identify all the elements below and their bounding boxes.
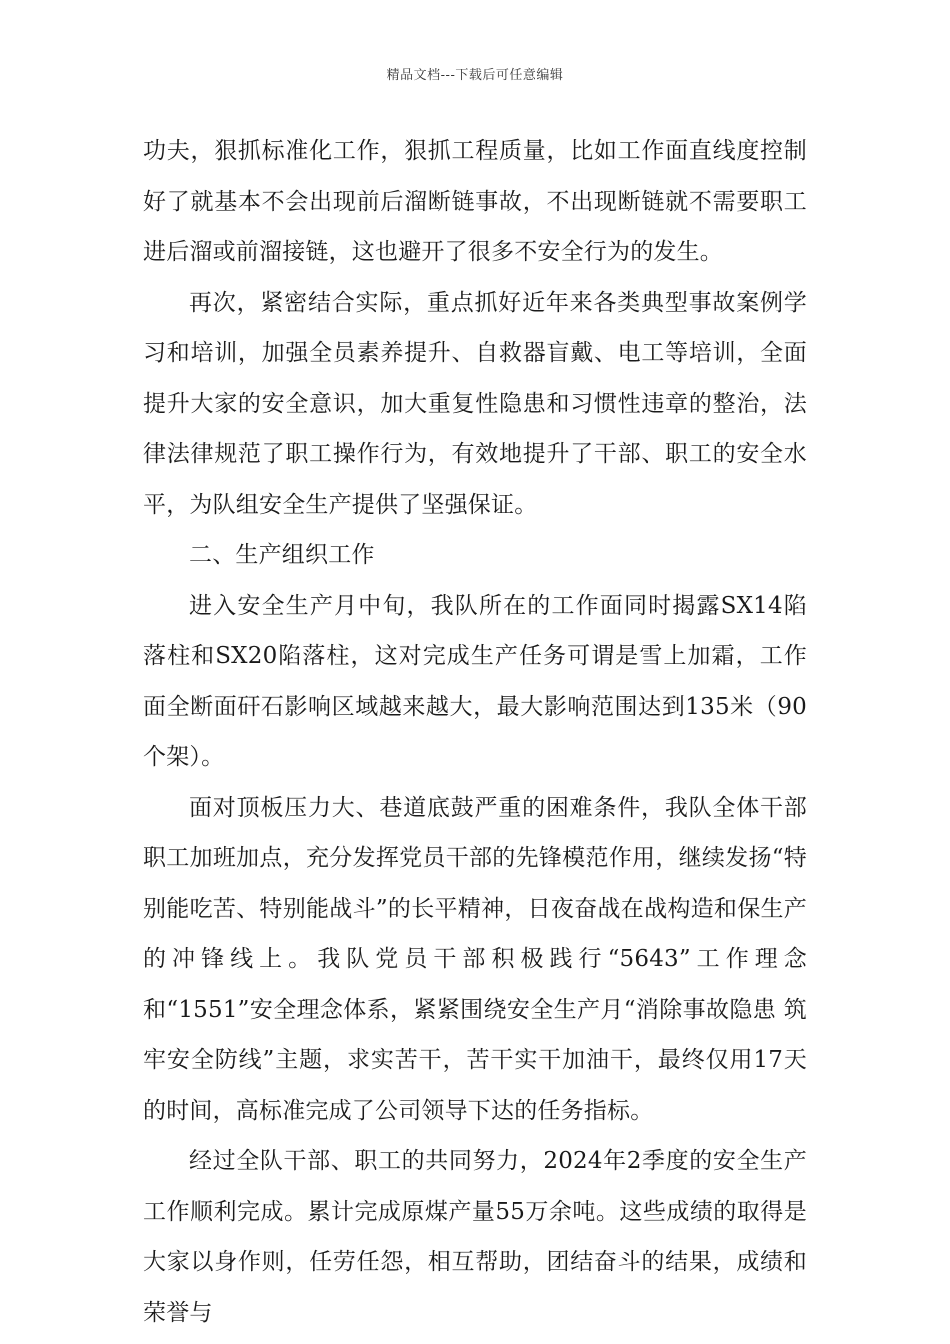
page-header: 精品文档---下载后可任意编辑	[386, 68, 564, 83]
body-paragraph: 面对顶板压力大、巷道底鼓严重的困难条件，我队全体干部职工加班加点，充分发挥党员干部的先锋模范作用，继续发扬“特别能吃苦、特别能战斗”的长平精神，日夜奋战在战构造和保生产的冲锋线上。我队党员干部积极践行“5643”工作理念和“1551”安全理念体系，紧紧围绕安全生产月“消除事故隐患 筑牢安全防线”主题，求实苦干，苦干实干加油干，最终仅用17天的时间，高标准完成了公司领导下达的任务指标。	[143, 794, 807, 1124]
body-paragraph: 再次，紧密结合实际，重点抓好近年来各类典型事故案例学习和培训，加强全员素养提升、自救器盲戴、电工等培训，全面提升大家的安全意识，加大重复性隐患和习惯性违章的整治，法律法律规范了职工操作行为，有效地提升了干部、职工的安全水平，为队组安全生产提供了坚强保证。	[143, 289, 807, 518]
body-paragraph: 进入安全生产月中旬，我队所在的工作面同时揭露SX14陷落柱和SX20陷落柱，这对完成生产任务可谓是雪上加霜，工作面全断面矸石影响区域越来越大，最大影响范围达到135米（90个架）。	[143, 592, 807, 770]
document-body	[143, 126, 807, 1338]
section-heading: 二、生产组织工作	[189, 542, 375, 568]
body-paragraph: 经过全队干部、职工的共同努力，2024年2季度的安全生产工作顺利完成。累计完成原煤产量55万余吨。这些成绩的取得是大家以身作则，任劳任怨，相互帮助，团结奋斗的结果，成绩和荣誉与	[143, 1148, 807, 1326]
continuation-paragraph: 功夫，狠抓标准化工作，狠抓工程质量，比如工作面直线度控制好了就基本不会出现前后溜断链事故，不出现断链就不需要职工进后溜或前溜接链，这也避开了很多不安全行为的发生。	[143, 138, 807, 265]
